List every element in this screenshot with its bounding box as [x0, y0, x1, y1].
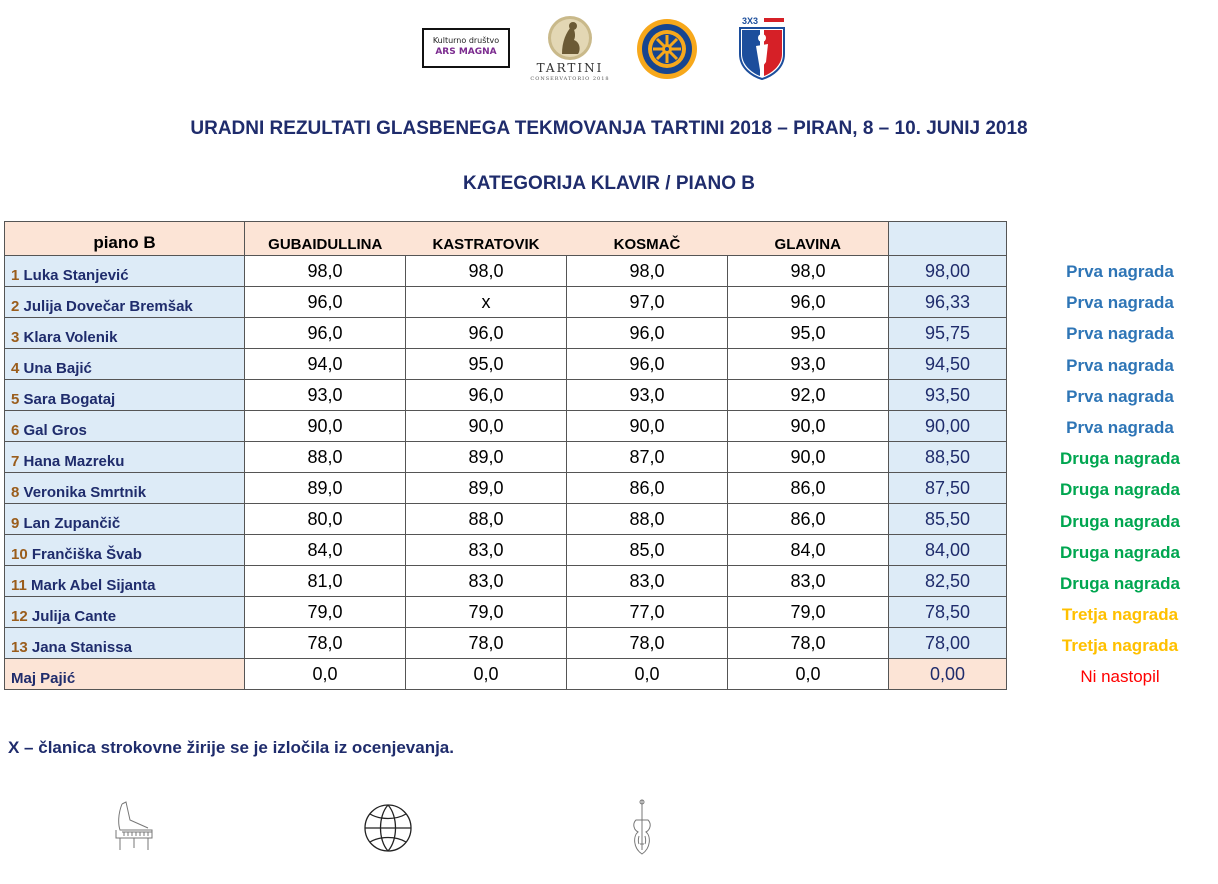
average-cell: 78,00 [889, 628, 1007, 659]
award-label: Tretja nagrada [1061, 636, 1179, 656]
tartini-logo-sub: CONSERVATORIO 2018 [530, 76, 610, 82]
award-label: Druga nagrada [1060, 542, 1180, 562]
violin-icon [630, 798, 658, 858]
contestant-name: Julija Dovečar Bremšak [23, 298, 193, 315]
score-cell: 94,0 [245, 349, 406, 380]
table-row [5, 566, 1007, 597]
average-cell: 82,50 [889, 566, 1007, 597]
basketball-icon [362, 802, 414, 854]
score-cell: 83,0 [567, 566, 728, 597]
rank-number: 6 [11, 422, 20, 439]
average-cell: 95,75 [889, 318, 1007, 349]
contestant-name-cell [5, 628, 245, 659]
score-cell: 95,0 [728, 318, 889, 349]
score-cell: 0,0 [406, 659, 567, 690]
table-row [5, 318, 1007, 349]
piano-icon [108, 800, 158, 852]
score-cell: 84,0 [245, 535, 406, 566]
score-cell: 96,0 [406, 318, 567, 349]
table-row [5, 504, 1007, 535]
contestant-name: Gal Gros [23, 422, 87, 439]
score-cell: 96,0 [245, 287, 406, 318]
score-cell: 96,0 [567, 349, 728, 380]
contestant-name-cell [5, 566, 245, 597]
table-row [5, 628, 1007, 659]
award-label: Druga nagrada [1060, 573, 1180, 593]
ars-logo-line1: Kulturno društvo [432, 36, 500, 45]
score-cell: 84,0 [728, 535, 889, 566]
average-cell: 87,50 [889, 473, 1007, 504]
average-cell: 90,00 [889, 411, 1007, 442]
score-cell: 78,0 [728, 628, 889, 659]
contestant-name-cell [5, 256, 245, 287]
ars-logo-line2: ARS MAGNA [435, 47, 497, 57]
contestant-name: Veronika Smrtnik [23, 484, 147, 501]
contestant-name-cell [5, 411, 245, 442]
contestant-name: Frančiška Švab [31, 546, 142, 563]
tartini-logo-word: TARTINI [536, 61, 604, 75]
score-cell: 81,0 [245, 566, 406, 597]
score-cell: 96,0 [406, 380, 567, 411]
award-label: Druga nagrada [1060, 449, 1180, 469]
tartini-logo [528, 14, 612, 84]
contestant-name: Sara Bogataj [23, 391, 116, 408]
award-label: Prva nagrada [1066, 417, 1174, 437]
average-cell: 78,50 [889, 597, 1007, 628]
score-cell: 85,0 [567, 535, 728, 566]
contestant-name-cell [5, 349, 245, 380]
score-cell: 98,0 [567, 256, 728, 287]
score-cell: 90,0 [245, 411, 406, 442]
awards-column [1032, 256, 1208, 693]
score-cell: 83,0 [406, 535, 567, 566]
table-row [5, 535, 1007, 566]
score-cell: 79,0 [245, 597, 406, 628]
score-cell: 98,0 [406, 256, 567, 287]
score-cell: 87,0 [567, 442, 728, 473]
score-cell: 78,0 [406, 628, 567, 659]
contestant-name-cell [5, 287, 245, 318]
average-cell: 84,00 [889, 535, 1007, 566]
score-cell: 77,0 [567, 597, 728, 628]
award-label: Druga nagrada [1060, 480, 1180, 500]
table-row [5, 256, 1007, 287]
score-cell: 89,0 [406, 442, 567, 473]
contestant-name: Luka Stanjević [23, 267, 129, 284]
rank-number: 10 [11, 546, 28, 563]
table-row [5, 287, 1007, 318]
svg-text:3X3: 3X3 [742, 16, 759, 26]
score-cell: 98,0 [728, 256, 889, 287]
average-header [889, 222, 1007, 256]
rank-number: 3 [11, 329, 20, 346]
contestant-name-cell [5, 318, 245, 349]
contestant-name: Maj Pajić [11, 670, 76, 687]
score-cell: 96,0 [728, 287, 889, 318]
contestant-name: Klara Volenik [23, 329, 118, 346]
score-cell: 78,0 [245, 628, 406, 659]
score-cell: x [406, 287, 567, 318]
judge-header-3: KOSMAČ [567, 222, 728, 256]
rank-number: 13 [11, 639, 28, 656]
contestant-name: Jana Stanissa [31, 639, 132, 656]
award-label: Prva nagrada [1066, 355, 1174, 375]
basketball-3x3-logo-icon [736, 14, 788, 80]
score-cell: 86,0 [728, 504, 889, 535]
judge-header-2: KASTRATOVIK [406, 222, 567, 256]
rank-number: 4 [11, 360, 20, 377]
score-cell: 0,0 [567, 659, 728, 690]
contestant-name-cell [5, 597, 245, 628]
contestant-name-cell [5, 473, 245, 504]
score-cell: 86,0 [567, 473, 728, 504]
table-row [5, 349, 1007, 380]
score-cell: 93,0 [245, 380, 406, 411]
score-cell: 93,0 [728, 349, 889, 380]
rank-number: 12 [11, 608, 28, 625]
score-cell: 90,0 [728, 411, 889, 442]
average-cell: 85,50 [889, 504, 1007, 535]
category-header: piano B [5, 222, 245, 256]
award-label: Druga nagrada [1060, 511, 1180, 531]
score-cell: 92,0 [728, 380, 889, 411]
award-label: Tretja nagrada [1061, 605, 1179, 625]
table-row [5, 659, 1007, 690]
table-row [5, 442, 1007, 473]
contestant-name: Mark Abel Sijanta [31, 577, 156, 594]
rank-number: 5 [11, 391, 20, 408]
rank-number: 2 [11, 298, 20, 315]
score-cell: 90,0 [406, 411, 567, 442]
table-row [5, 597, 1007, 628]
score-cell: 95,0 [406, 349, 567, 380]
score-cell: 83,0 [406, 566, 567, 597]
ars-magna-logo [422, 28, 510, 68]
award-label: Ni nastopil [1080, 667, 1160, 687]
average-cell: 88,50 [889, 442, 1007, 473]
rank-number: 9 [11, 515, 20, 532]
score-cell: 0,0 [728, 659, 889, 690]
contestant-name: Una Bajić [23, 360, 92, 377]
award-label: Prva nagrada [1066, 293, 1174, 313]
score-cell: 79,0 [728, 597, 889, 628]
table-header-row [5, 222, 1007, 256]
rank-number: 8 [11, 484, 20, 501]
average-cell: 0,00 [889, 659, 1007, 690]
score-cell: 90,0 [728, 442, 889, 473]
award-label: Prva nagrada [1066, 324, 1174, 344]
score-cell: 93,0 [567, 380, 728, 411]
tartini-emblem-icon [528, 14, 612, 62]
score-cell: 98,0 [245, 256, 406, 287]
results-table [4, 221, 1007, 690]
contestant-name-cell [5, 659, 245, 690]
contestant-name: Hana Mazreku [23, 453, 125, 470]
page-title: URADNI REZULTATI GLASBENEGA TEKMOVANJA TARTINI 2018 – PIRAN, 8 – 10. JUNIJ 2018 [190, 118, 1028, 139]
score-cell: 96,0 [567, 318, 728, 349]
logos-header [0, 0, 1218, 95]
score-cell: 88,0 [567, 504, 728, 535]
score-cell: 89,0 [406, 473, 567, 504]
score-cell: 96,0 [245, 318, 406, 349]
table-row [5, 380, 1007, 411]
judge-header-4: GLAVINA [728, 222, 889, 256]
score-cell: 79,0 [406, 597, 567, 628]
judge-header-1: GUBAIDULLINA [245, 222, 406, 256]
score-cell: 97,0 [567, 287, 728, 318]
rank-number: 7 [11, 453, 20, 470]
score-cell: 89,0 [245, 473, 406, 504]
rotary-wheel-icon [636, 18, 698, 80]
contestant-name: Julija Cante [31, 608, 117, 625]
award-label: Prva nagrada [1066, 386, 1174, 406]
table-row [5, 473, 1007, 504]
score-cell: 90,0 [567, 411, 728, 442]
score-cell: 80,0 [245, 504, 406, 535]
contestant-name: Lan Zupančič [23, 515, 121, 532]
average-cell: 93,50 [889, 380, 1007, 411]
footnote: X – članica strokovne žirije se je izločila iz ocenjevanja. [8, 738, 454, 757]
average-cell: 94,50 [889, 349, 1007, 380]
score-cell: 86,0 [728, 473, 889, 504]
page-subtitle: KATEGORIJA KLAVIR / PIANO B [462, 173, 756, 194]
score-cell: 78,0 [567, 628, 728, 659]
contestant-name-cell [5, 380, 245, 411]
contestant-name-cell [5, 535, 245, 566]
score-cell: 0,0 [245, 659, 406, 690]
contestant-name-cell [5, 504, 245, 535]
score-cell: 88,0 [245, 442, 406, 473]
award-label: Prva nagrada [1066, 262, 1174, 281]
rank-number: 11 [11, 577, 27, 594]
table-row [5, 411, 1007, 442]
rank-number: 1 [11, 267, 20, 284]
average-cell: 96,33 [889, 287, 1007, 318]
average-cell: 98,00 [889, 256, 1007, 287]
score-cell: 83,0 [728, 566, 889, 597]
score-cell: 88,0 [406, 504, 567, 535]
contestant-name-cell [5, 442, 245, 473]
